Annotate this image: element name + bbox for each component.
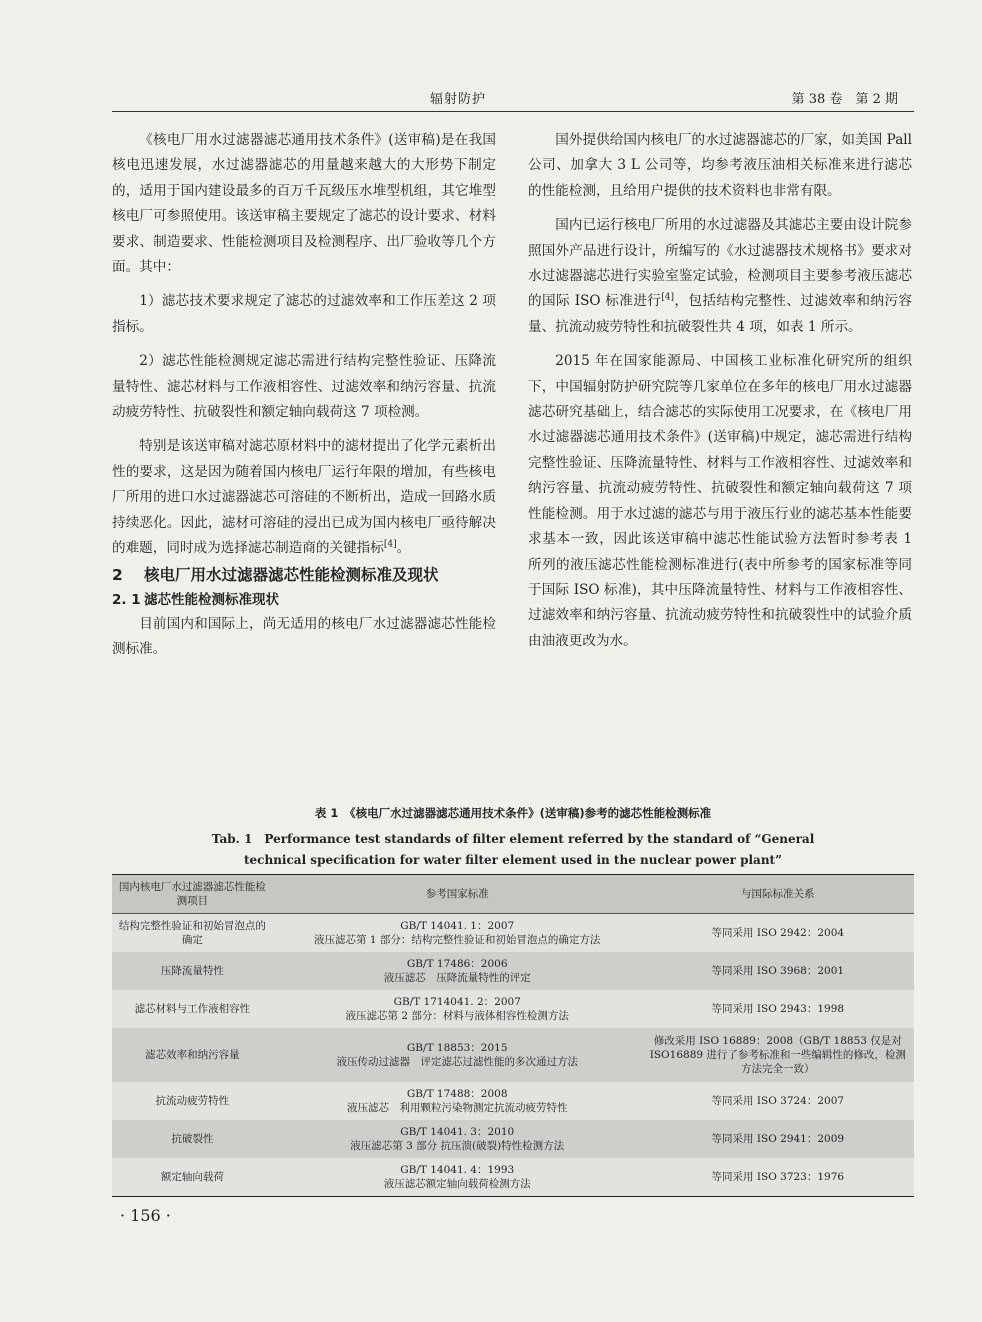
paragraph: 国外提供给国内核电厂的水过滤器滤芯的厂家，如美国 Pall 公司、加拿大 3 L 公司等，均参考液压油相关标准来进行滤芯的性能检测，且给用户提供的技术资料也非常有限。 bbox=[528, 132, 912, 199]
standard-cell bbox=[273, 914, 642, 953]
standard-cell bbox=[273, 1082, 642, 1120]
relation-cell: 等同采用 ISO 3724：2007 bbox=[642, 1082, 914, 1120]
table-row bbox=[112, 914, 914, 953]
paragraph: 2）滤芯性能检测规定滤芯需进行结构完整性验证、压降流量特性、滤芯材料与工作液相容性、过滤效率和纳污容量、抗流动疲劳特性、抗破裂性和额定轴向载荷这 7 项检测。 bbox=[112, 353, 496, 421]
paragraph-text: 特别是该送审稿对滤芯原材料中的滤材提出了化学元素析出性的要求，这是因为随着国内核电厂运行年限的增加，有些核电厂所用的进口水过滤器滤芯可溶硅的不断析出，造成一回路水质持续恶化。因此，滤材可溶硅的浸出已成为国内核电厂亟待解决的难题，同时成为选择滤芯制造商的关键指标 bbox=[112, 438, 496, 557]
table-row bbox=[112, 952, 914, 990]
standard-title: 液压滤芯第 2 部分：材料与液体相容性检测方法 bbox=[345, 1010, 569, 1022]
test-item-cell: 压降流量特性 bbox=[112, 952, 273, 990]
column-header: 与国际标准关系 bbox=[642, 875, 914, 914]
standard-cell bbox=[273, 1120, 642, 1158]
standard-code: GB/T 17488：2008 bbox=[406, 1088, 508, 1100]
relation-cell: 等同采用 ISO 2941：2009 bbox=[642, 1120, 914, 1158]
page-number: · 156 · bbox=[120, 1206, 171, 1225]
table-row bbox=[112, 1082, 914, 1120]
relation-cell: 等同采用 ISO 3968：2001 bbox=[642, 952, 914, 990]
paragraph-text: ，包括结构完整性、过滤效率和纳污容量、抗流动疲劳特性和抗破裂性共 4 项，如表 1 所示。 bbox=[528, 293, 913, 335]
table-caption-zh: 表 1 《核电厂水过滤器滤芯通用技术条件》(送审稿)参考的滤芯性能检测标准 bbox=[314, 806, 712, 820]
standard-code: GB/T 1714041. 2：2007 bbox=[393, 996, 521, 1008]
standard-title: 液压滤芯第 1 部分：结构完整性验证和初始冒泡点的确定方法 bbox=[314, 934, 601, 946]
standard-cell bbox=[273, 1158, 642, 1197]
header-rule bbox=[112, 111, 914, 112]
subsection-title: 滤芯性能检测标准现状 bbox=[144, 591, 279, 608]
paragraph bbox=[112, 434, 496, 561]
subsection-heading bbox=[112, 588, 496, 612]
standard-code: GB/T 14041. 1：2007 bbox=[400, 920, 515, 932]
relation-cell: 等同采用 ISO 2943：1998 bbox=[642, 990, 914, 1028]
running-header-journal: 辐射防护 bbox=[430, 92, 487, 107]
paragraph: 目前国内和国际上，尚无适用的核电厂水过滤器滤芯性能检测标准。 bbox=[112, 615, 496, 657]
table-header-row bbox=[112, 875, 914, 914]
running-header-issue: 第 38 卷 第 2 期 bbox=[791, 92, 898, 107]
test-item-cell: 滤芯效率和纳污容量 bbox=[112, 1028, 273, 1082]
standards-table bbox=[112, 874, 914, 1197]
paragraph: 2015 年在国家能源局、中国核工业标准化研究所的组织下，中国辐射防护研究院等几家单位在多年的核电厂用水过滤器滤芯研究基础上，结合滤芯的实际使用工况要求，在《核电厂用水过滤器滤芯通用技术条件》(送审稿)中规定，滤芯需进行结构完整性验证、压降流量特性、材料与工作液相容性、过滤效率和纳污容量、抗流动疲劳特性、抗破裂性和额定轴向载荷这 7 项性能检测。用于水过滤的滤芯与用于液压行业的滤芯基本性能要求基本一致，因此该送审稿中滤芯性能试验方法暂时参考表 1 所列的液压滤芯性能检测标准进行(表中所参考的国家标准等同于国际 ISO 标准)，其中压降流量特性、材料与工作液相容性、过滤效率和纳污容量、抗流动疲劳特性和抗破裂性中的试验介质由油液更改为水。 bbox=[528, 353, 912, 649]
table-row bbox=[112, 1028, 914, 1082]
column-header: 国内核电厂水过滤器滤芯性能检测项目 bbox=[112, 875, 273, 914]
test-item-cell: 结构完整性验证和初始冒泡点的确定 bbox=[112, 914, 273, 953]
table-row bbox=[112, 990, 914, 1028]
citation-ref[interactable]: [4] bbox=[661, 292, 675, 303]
standard-title: 液压滤芯 压降流量特性的评定 bbox=[383, 972, 531, 984]
left-column bbox=[112, 128, 496, 662]
standard-title: 液压传动过滤器 评定滤芯过滤性能的多次通过方法 bbox=[336, 1056, 578, 1068]
relation-cell: 修改采用 ISO 16889：2008（GB/T 18853 仅是对 ISO16889 进行了参考标准和一些编辑性的修改，检测方法完全一致） bbox=[642, 1028, 914, 1082]
paragraph bbox=[528, 213, 912, 340]
subsection-number: 2. 1 bbox=[112, 591, 141, 608]
standard-code: GB/T 14041. 4：1993 bbox=[400, 1164, 515, 1176]
test-item-cell: 抗破裂性 bbox=[112, 1120, 273, 1158]
citation-ref[interactable]: [4] bbox=[383, 539, 397, 550]
test-item-cell: 额定轴向载荷 bbox=[112, 1158, 273, 1197]
standard-code: GB/T 14041. 3：2010 bbox=[400, 1126, 515, 1138]
test-item-cell: 抗流动疲劳特性 bbox=[112, 1082, 273, 1120]
table-row bbox=[112, 1120, 914, 1158]
section-number: 2 bbox=[112, 565, 123, 584]
paragraph: 1）滤芯技术要求规定了滤芯的过滤效率和工作压差这 2 项指标。 bbox=[112, 293, 496, 335]
relation-cell: 等同采用 ISO 3723：1976 bbox=[642, 1158, 914, 1197]
standard-title: 液压滤芯额定轴向载荷检测方法 bbox=[383, 1178, 531, 1190]
section-heading bbox=[112, 562, 496, 588]
right-column bbox=[528, 128, 912, 654]
standard-cell bbox=[273, 1028, 642, 1082]
paragraph-text: 国内已运行核电厂所用的水过滤器及其滤芯主要由设计院参照国外产品进行设计，所编写的《水过滤器技术规格书》要求对水过滤器滤芯进行实验室鉴定试验，检测项目主要参考液压滤芯的国际 ISO 标准进行 bbox=[528, 217, 912, 310]
standard-title: 液压滤芯 利用颗粒污染物测定抗流动疲劳特性 bbox=[346, 1102, 568, 1114]
test-item-cell: 滤芯材料与工作液相容性 bbox=[112, 990, 273, 1028]
standard-title: 液压滤芯第 3 部分 抗压溃(破裂)特性检测方法 bbox=[350, 1140, 565, 1152]
standard-code: GB/T 17486：2006 bbox=[406, 958, 508, 970]
table-caption-en-line2: technical specification for water filter element used in the nuclear power plant” bbox=[244, 853, 782, 867]
paragraph-end: 。 bbox=[396, 540, 411, 557]
section-title: 核电厂用水过滤器滤芯性能检测标准及现状 bbox=[144, 565, 439, 584]
standard-cell bbox=[273, 952, 642, 990]
standard-cell bbox=[273, 990, 642, 1028]
table-caption-en-line1: Tab. 1 Performance test standards of filter element referred by the standard of “General bbox=[211, 832, 815, 846]
relation-cell: 等同采用 ISO 2942：2004 bbox=[642, 914, 914, 953]
paragraph: 《核电厂用水过滤器滤芯通用技术条件》(送审稿)是在我国核电迅速发展，水过滤器滤芯的用量越来越大的大形势下制定的，适用于国内建设最多的百万千瓦级压水堆型机组，其它堆型核电厂可参照使用。该送审稿主要规定了滤芯的设计要求、材料要求、制造要求、性能检测项目及检测程序、出厂验收等几个方面。其中： bbox=[112, 132, 496, 276]
column-header: 参考国家标准 bbox=[273, 875, 642, 914]
standard-code: GB/T 18853：2015 bbox=[406, 1042, 508, 1054]
table-row bbox=[112, 1158, 914, 1197]
